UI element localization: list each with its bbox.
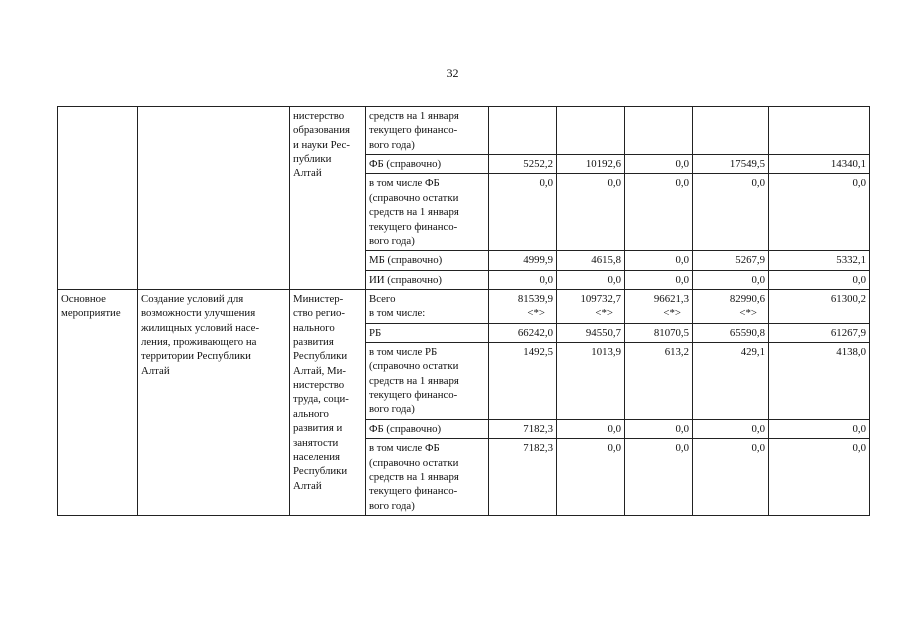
value-text: 0,0: [607, 177, 621, 190]
measure-name-line: Создание условий для: [141, 292, 244, 305]
value-text: 61300,2: [830, 292, 866, 305]
value-cell: [489, 439, 557, 516]
funding-source-line: МБ (справочно): [369, 254, 443, 267]
measure-name-cell: [138, 289, 290, 515]
funding-table: [57, 106, 870, 516]
value-text: 10192,6: [585, 158, 621, 171]
executor-line: Республики: [293, 465, 348, 478]
value-text: 4138,0: [836, 346, 866, 359]
funding-source-cell: [366, 343, 489, 420]
measure-name-line: жилищных условий насе-: [141, 321, 260, 334]
value-cell: [693, 174, 769, 251]
funding-source-line: текущего финансо-: [369, 485, 458, 498]
measure-type-cell: [58, 289, 138, 515]
executor-line: Республики: [293, 350, 348, 363]
funding-source-line: вого года): [369, 403, 415, 416]
measure-name-line: территории Республики: [141, 350, 251, 363]
funding-source-cell: [366, 251, 489, 270]
value-cell: [769, 251, 870, 270]
value-cell: [625, 289, 693, 323]
funding-source-line: ИИ (справочно): [369, 273, 442, 286]
value-cell: [625, 174, 693, 251]
value-text: 66242,0: [517, 326, 553, 339]
value-cell: [769, 107, 870, 155]
value-cell: [489, 155, 557, 174]
funding-source-line: вого года): [369, 138, 415, 151]
value-text: 82990,6: [729, 292, 765, 305]
value-text: 4615,8: [591, 254, 621, 267]
value-cell: [557, 343, 625, 420]
executor-line: нального: [293, 321, 335, 334]
funding-source-line: вого года): [369, 499, 415, 512]
measure-name-line: ления, проживающего на: [141, 336, 257, 349]
funding-source-line: (справочно остатки: [369, 191, 459, 204]
footnote-mark: <*>: [663, 307, 681, 320]
value-cell: [693, 251, 769, 270]
value-text: 81070,5: [653, 326, 689, 339]
value-cell: [693, 419, 769, 438]
value-text: 0,0: [675, 422, 689, 435]
value-cell: [693, 323, 769, 342]
page-number: 32: [446, 66, 459, 80]
funding-source-cell: [366, 323, 489, 342]
value-text: 0,0: [675, 254, 689, 267]
funding-source-line: текущего финансо-: [369, 389, 458, 402]
value-cell: [557, 323, 625, 342]
measure-type-line: мероприятие: [61, 307, 121, 320]
funding-source-line: (справочно остатки: [369, 456, 459, 469]
value-cell: [489, 270, 557, 289]
value-cell: [625, 343, 693, 420]
value-text: 0,0: [675, 158, 689, 171]
value-cell: [693, 343, 769, 420]
footnote-mark: <*>: [739, 307, 757, 320]
value-text: 0,0: [675, 273, 689, 286]
value-cell: [769, 174, 870, 251]
value-text: 0,0: [852, 273, 866, 286]
value-text: 7182,3: [523, 442, 553, 455]
value-cell: [557, 155, 625, 174]
value-cell: [557, 270, 625, 289]
executor-line: образования: [293, 124, 350, 137]
value-text: 0,0: [852, 177, 866, 190]
value-cell: [769, 419, 870, 438]
value-cell: [557, 419, 625, 438]
value-text: 613,2: [664, 346, 689, 359]
executor-line: развития: [293, 336, 334, 349]
executor-line: населения: [293, 450, 340, 463]
footnote-mark: <*>: [527, 307, 545, 320]
executor-cell: [290, 107, 366, 290]
value-cell: [769, 289, 870, 323]
value-cell: [625, 439, 693, 516]
funding-source-cell: [366, 174, 489, 251]
executor-line: публики: [293, 153, 332, 166]
value-text: 81539,9: [517, 292, 553, 305]
value-text: 0,0: [751, 273, 765, 286]
funding-source-line: в том числе ФБ: [369, 442, 440, 455]
value-cell: [489, 174, 557, 251]
value-text: 5332,1: [836, 254, 866, 267]
funding-source-line: вого года): [369, 234, 415, 247]
value-cell: [489, 323, 557, 342]
value-cell: [693, 107, 769, 155]
funding-source-line: текущего финансо-: [369, 220, 458, 233]
executor-line: и науки Рес-: [293, 138, 350, 151]
executor-line: труда, соци-: [293, 393, 349, 406]
value-text: 0,0: [539, 273, 553, 286]
value-cell: [693, 155, 769, 174]
value-cell: [557, 439, 625, 516]
value-cell: [625, 155, 693, 174]
value-cell: [769, 155, 870, 174]
value-cell: [625, 107, 693, 155]
value-text: 14340,1: [830, 158, 866, 171]
funding-source-line: средств на 1 января: [369, 206, 459, 219]
executor-line: занятости: [293, 436, 339, 449]
executor-line: ального: [293, 407, 329, 420]
value-cell: [557, 251, 625, 270]
value-cell: [489, 419, 557, 438]
value-cell: [489, 343, 557, 420]
funding-source-line: средств на 1 января: [369, 374, 459, 387]
value-text: 96621,3: [653, 292, 689, 305]
table-body-top: [58, 107, 870, 290]
value-text: 0,0: [852, 442, 866, 455]
value-text: 429,1: [740, 346, 765, 359]
value-text: 0,0: [539, 177, 553, 190]
executor-line: Министер-: [293, 292, 344, 305]
funding-source-cell: [366, 270, 489, 289]
footnote-mark: <*>: [595, 307, 613, 320]
funding-source-line: РБ: [369, 326, 382, 339]
value-text: 5267,9: [735, 254, 765, 267]
value-text: 17549,5: [729, 158, 765, 171]
funding-source-line: средств на 1 января: [369, 470, 459, 483]
value-text: 94550,7: [585, 326, 621, 339]
value-text: 0,0: [607, 273, 621, 286]
executor-cell: [290, 289, 366, 515]
value-cell: [693, 270, 769, 289]
funding-source-line: в том числе ФБ: [369, 177, 440, 190]
value-cell: [693, 439, 769, 516]
measure-type-cell: [58, 107, 138, 290]
value-cell: [557, 107, 625, 155]
value-cell: [769, 323, 870, 342]
value-cell: [625, 323, 693, 342]
funding-source-cell: [366, 107, 489, 155]
value-text: 61267,9: [830, 326, 866, 339]
value-text: 0,0: [607, 422, 621, 435]
table-row: [58, 289, 870, 323]
executor-line: Алтай: [293, 479, 322, 492]
measure-type-line: Основное: [61, 292, 106, 305]
value-text: 0,0: [751, 177, 765, 190]
value-text: 0,0: [751, 442, 765, 455]
table-body-main: [58, 289, 870, 515]
value-text: 1013,9: [591, 346, 621, 359]
funding-source-line: (справочно остатки: [369, 360, 459, 373]
funding-source-cell: [366, 439, 489, 516]
value-text: 0,0: [751, 422, 765, 435]
funding-source-line: ФБ (справочно): [369, 422, 442, 435]
funding-source-line: Всего: [369, 292, 396, 305]
value-cell: [769, 270, 870, 289]
funding-source-line: в том числе:: [369, 307, 426, 320]
value-cell: [769, 439, 870, 516]
value-text: 4999,9: [523, 254, 553, 267]
value-cell: [769, 343, 870, 420]
value-text: 65590,8: [729, 326, 765, 339]
funding-source-line: в том числе РБ: [369, 346, 438, 359]
funding-source-line: ФБ (справочно): [369, 158, 442, 171]
executor-line: Алтай: [293, 167, 322, 180]
value-cell: [625, 270, 693, 289]
value-cell: [489, 251, 557, 270]
executor-line: нистерство: [293, 110, 345, 122]
value-text: 109732,7: [580, 292, 621, 305]
executor-line: нистерство: [293, 379, 345, 392]
value-text: 0,0: [607, 442, 621, 455]
measure-name-line: возможности улучшения: [141, 307, 256, 320]
value-text: 0,0: [675, 177, 689, 190]
value-text: 5252,2: [523, 158, 553, 171]
funding-source-cell: [366, 155, 489, 174]
funding-source-line: текущего финансо-: [369, 124, 458, 137]
funding-source-cell: [366, 419, 489, 438]
measure-name-cell: [138, 107, 290, 290]
funding-source-cell: [366, 289, 489, 323]
value-cell: [489, 107, 557, 155]
executor-line: развития и: [293, 422, 343, 435]
executor-line: ство регио-: [293, 307, 346, 320]
table-row: [58, 107, 870, 155]
executor-line: Алтай, Ми-: [293, 364, 346, 377]
value-cell: [625, 419, 693, 438]
value-cell: [625, 251, 693, 270]
measure-name-line: Алтай: [141, 364, 170, 377]
value-text: 1492,5: [523, 346, 553, 359]
value-cell: [557, 174, 625, 251]
funding-source-line: средств на 1 января: [369, 110, 459, 122]
value-text: 7182,3: [523, 422, 553, 435]
value-text: 0,0: [675, 442, 689, 455]
value-cell: [489, 289, 557, 323]
value-text: 0,0: [852, 422, 866, 435]
value-cell: [693, 289, 769, 323]
value-cell: [557, 289, 625, 323]
